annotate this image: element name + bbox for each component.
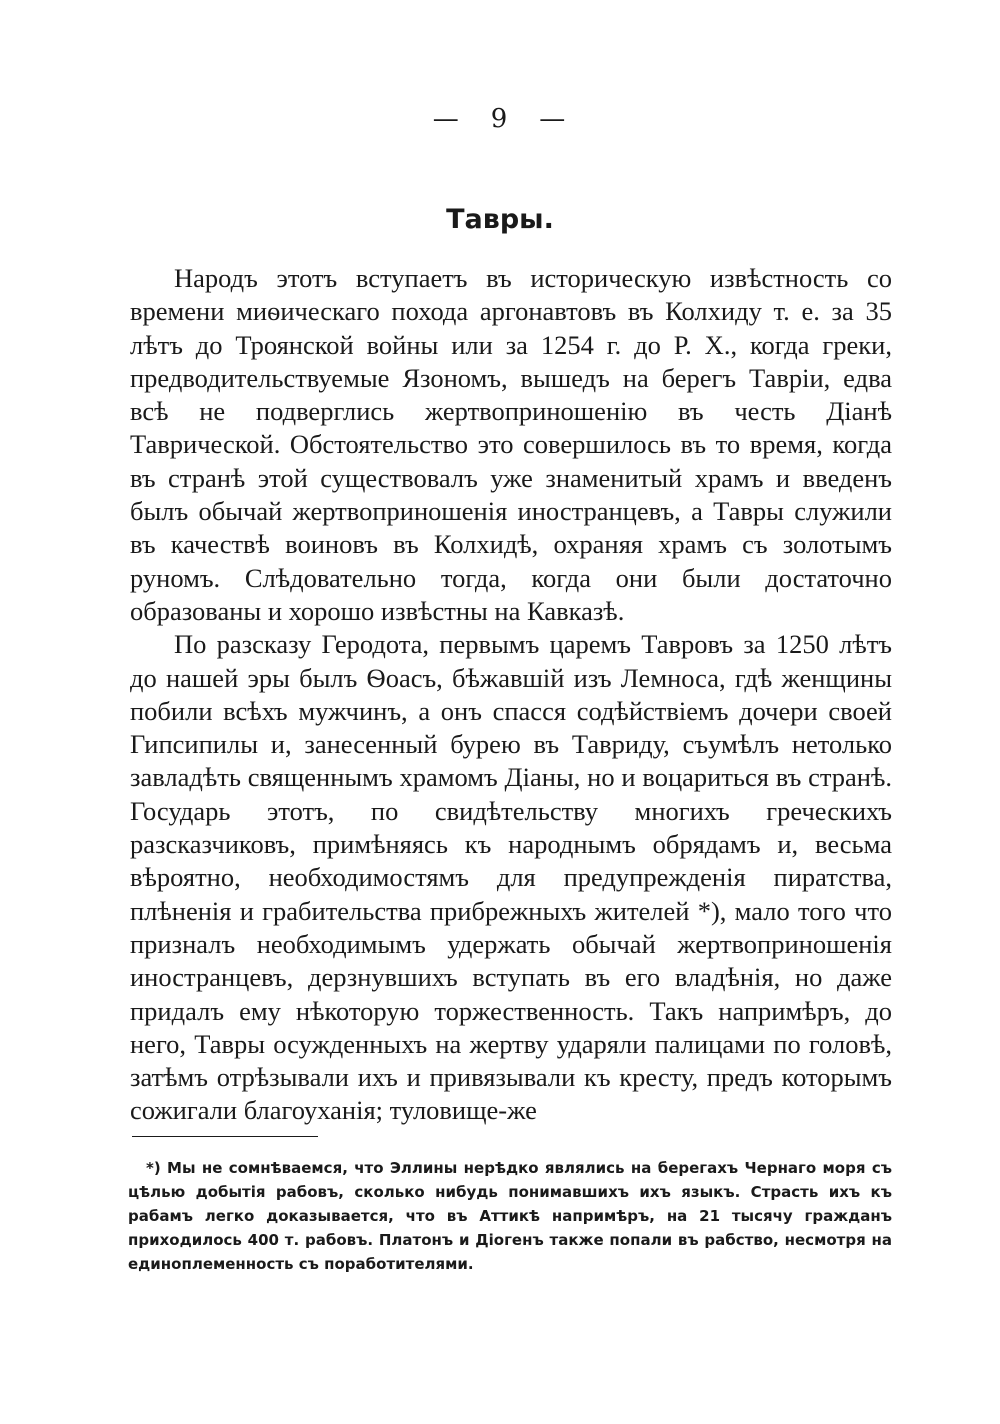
page-number-dash-right: — (539, 104, 568, 134)
paragraph-1: Народъ этотъ вступаетъ въ историческую извѣстность со времени миѳическаго похода аргонавтовъ въ Колхиду т. е. за 35 лѣтъ до Троянской войны или за 1254 г. до Р. Х., когда греки, предводительствуемые Язономъ, вышедъ на берегъ Тавріи, едва всѣ не подверглись жертвоприношенію въ честь Діанѣ Таврической. Обстоятельство это совершилось въ то время, когда въ странѣ этой существовалъ уже знаменитый храмъ и введенъ былъ обычай жертвоприношенія иностранцевъ, а Тавры служили въ качествѣ воиновъ въ Колхидѣ, охраняя храмъ съ золотымъ руномъ. Слѣдовательно тогда, когда они были достаточно образованы и хорошо извѣстны на Кавказѣ. (130, 263, 892, 626)
page-number-dash-left: — (432, 104, 461, 134)
page-number-value: 9 (490, 104, 510, 134)
footnote: *) Мы не сомнѣваемся, что Эллины нерѣдко являлись на берегахъ Чернаго моря съ цѣлью добытія рабовъ, сколько нибудь понимавшихъ ихъ языкъ. Страсть ихъ къ рабамъ легко доказывается, что въ Аттикѣ напримѣръ, на 21 тысячу гражданъ приходилось 400 т. рабовъ. Платонъ и Діогенъ также попали въ рабство, несмотря на единоплеменность съ поработителями. (128, 1159, 892, 1273)
paragraph-2: По разсказу Геродота, первымъ царемъ Тавровъ за 1250 лѣтъ до нашей эры былъ Ѳоасъ, бѣжавшій изъ Лемноса, гдѣ женщины побили всѣхъ мужчинъ, а онъ спасся содѣйствіемъ дочери своей Гипсипилы и, занесенный бурею въ Тавриду, съумѣлъ нетолько завладѣть священнымъ храмомъ Діаны, но и воцариться въ странѣ. Государь этотъ, по свидѣтельству многихъ греческихъ разсказчиковъ, примѣняясь къ народнымъ обрядамъ и, весьма вѣроятно, необходимостямъ для предупрежденія пиратства, плѣненія и грабительства прибрежныхъ жителей *), мало того что призналъ необходимымъ удержать обычай жертвоприношенія иностранцевъ, дерзнувшихъ вступать въ его владѣнія, но даже придалъ ему нѣкоторую торжественность. Такъ напримѣръ, до него, Тавры осужденныхъ на жертву ударяли палицами по головѣ, затѣмъ отрѣзывали ихъ и привязывали къ кресту, предъ которымъ сожигали благоуханія; туловище-же (130, 629, 892, 1126)
section-heading: Тавры. (446, 204, 554, 235)
footnote-divider (132, 1136, 318, 1137)
body-text (130, 262, 892, 1128)
page-number (0, 104, 1000, 134)
